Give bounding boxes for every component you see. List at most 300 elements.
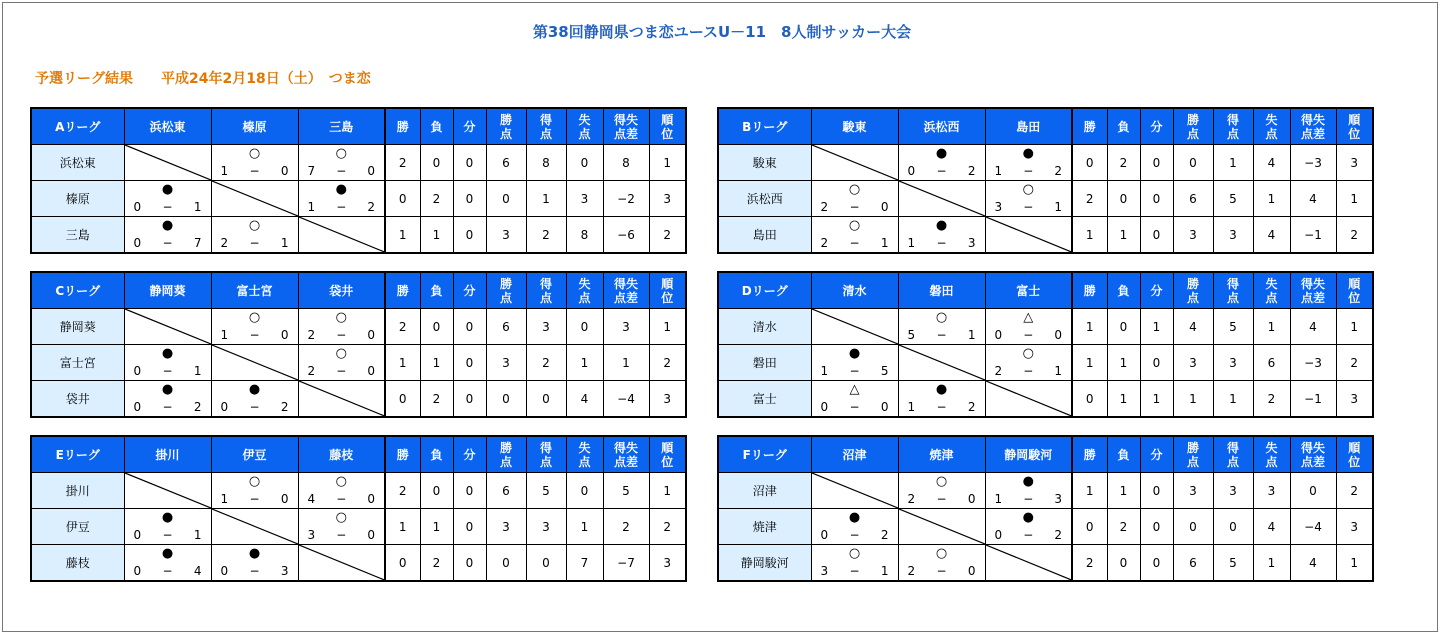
result-mark-icon: ● bbox=[161, 182, 174, 197]
match-score bbox=[986, 365, 1072, 378]
match-cell bbox=[211, 181, 298, 217]
match-score bbox=[212, 493, 298, 506]
stat-value: 2 bbox=[1072, 545, 1107, 582]
score-dash: − bbox=[849, 528, 860, 542]
match-result bbox=[812, 181, 898, 216]
stat-header bbox=[566, 108, 603, 145]
column-team-name: 駿東 bbox=[811, 108, 898, 145]
column-team-name: 静岡駿河 bbox=[985, 436, 1072, 473]
diagonal-line bbox=[212, 509, 298, 544]
stat-value: 5 bbox=[1213, 181, 1253, 217]
stat-value: −6 bbox=[603, 217, 649, 254]
stat-header-line1: 得 bbox=[539, 440, 552, 455]
diagonal-cell bbox=[899, 345, 985, 380]
diagonal-line bbox=[899, 509, 985, 544]
column-team-name: 掛川 bbox=[124, 436, 211, 473]
score-home: 3 bbox=[820, 564, 829, 578]
match-cell bbox=[124, 381, 211, 418]
score-away: 1 bbox=[880, 236, 889, 250]
match-cell bbox=[898, 181, 985, 217]
stat-header-line1: 勝 bbox=[1186, 112, 1199, 127]
stat-value: 0 bbox=[453, 473, 486, 509]
stat-header-line1: 負 bbox=[430, 447, 443, 462]
column-team-name: 清水 bbox=[811, 272, 898, 309]
score-home: 5 bbox=[907, 328, 916, 342]
score-home: 2 bbox=[820, 236, 829, 250]
team-row bbox=[31, 181, 686, 217]
stat-header bbox=[1173, 436, 1213, 473]
match-cell bbox=[811, 181, 898, 217]
stat-header-line1: 負 bbox=[430, 283, 443, 298]
stat-value: 1 bbox=[649, 145, 686, 181]
result-mark-icon: ● bbox=[335, 182, 347, 197]
stat-value: 1 bbox=[1336, 309, 1373, 345]
match-score bbox=[899, 237, 985, 250]
match-score bbox=[212, 237, 298, 250]
row-team-name: 沼津 bbox=[718, 473, 811, 509]
score-away: 2 bbox=[880, 528, 889, 542]
stat-value: 1 bbox=[420, 217, 453, 254]
score-away: 3 bbox=[1054, 492, 1062, 506]
stat-value: 8 bbox=[566, 217, 603, 254]
match-cell bbox=[298, 181, 385, 217]
stat-value: 6 bbox=[1173, 545, 1213, 582]
match-cell bbox=[985, 145, 1072, 181]
match-score bbox=[899, 565, 985, 578]
stat-header bbox=[649, 272, 686, 309]
stat-header-line2: 点差 bbox=[613, 290, 638, 305]
stat-value: 3 bbox=[1336, 509, 1373, 545]
score-away: 0 bbox=[880, 200, 889, 214]
stat-header bbox=[1213, 436, 1253, 473]
diagonal-line bbox=[212, 181, 298, 216]
stat-header bbox=[486, 272, 526, 309]
diagonal-line bbox=[899, 345, 985, 380]
stat-value: 1 bbox=[1253, 181, 1290, 217]
stat-value: 1 bbox=[1140, 309, 1173, 345]
score-home: 1 bbox=[307, 200, 316, 214]
stat-value: 1 bbox=[1072, 217, 1107, 254]
team-row bbox=[718, 345, 1373, 381]
diagonal-cell bbox=[899, 181, 985, 216]
column-team-name: 浜松西 bbox=[898, 108, 985, 145]
team-row bbox=[718, 145, 1373, 181]
stat-header bbox=[1140, 108, 1173, 145]
stat-value: 5 bbox=[526, 473, 566, 509]
stat-value: −4 bbox=[603, 381, 649, 418]
stat-header-line2: 点 bbox=[1186, 126, 1199, 141]
diagonal-cell bbox=[986, 381, 1072, 416]
stat-value: −2 bbox=[603, 181, 649, 217]
stat-value: 2 bbox=[420, 181, 453, 217]
row-team-name: 島田 bbox=[718, 217, 811, 254]
match-result bbox=[899, 545, 985, 580]
score-home: 0 bbox=[133, 200, 142, 214]
match-cell bbox=[211, 381, 298, 418]
score-dash: − bbox=[849, 364, 860, 378]
match-result bbox=[125, 181, 211, 216]
stat-header-line1: 得失 bbox=[613, 440, 638, 455]
score-dash: − bbox=[1023, 492, 1034, 506]
row-team-name: 浜松東 bbox=[31, 145, 124, 181]
diagonal-cell bbox=[299, 217, 385, 252]
score-home: 0 bbox=[133, 364, 142, 378]
stat-value: 0 bbox=[1072, 381, 1107, 418]
stat-header bbox=[1107, 436, 1140, 473]
score-dash: − bbox=[162, 564, 173, 578]
stat-value: 1 bbox=[1213, 381, 1253, 418]
match-cell bbox=[985, 217, 1072, 254]
stat-value: 0 bbox=[1140, 217, 1173, 254]
stat-header bbox=[1336, 272, 1373, 309]
stat-value: 0 bbox=[486, 545, 526, 582]
stat-value: 3 bbox=[1253, 473, 1290, 509]
match-result bbox=[212, 309, 298, 344]
stat-header-line1: 得失 bbox=[1300, 276, 1325, 291]
stat-value: 0 bbox=[486, 381, 526, 418]
stat-header-line2: 点 bbox=[578, 454, 591, 469]
match-cell bbox=[898, 309, 985, 345]
score-home: 0 bbox=[994, 528, 1003, 542]
match-cell bbox=[298, 145, 385, 181]
match-score bbox=[212, 329, 298, 342]
stat-header-line2: 点 bbox=[499, 290, 512, 305]
match-cell bbox=[898, 509, 985, 545]
header-row bbox=[718, 108, 1373, 145]
stat-header bbox=[453, 272, 486, 309]
stat-header bbox=[486, 108, 526, 145]
match-cell bbox=[298, 309, 385, 345]
stat-value: 3 bbox=[486, 509, 526, 545]
stat-value: 0 bbox=[1290, 473, 1336, 509]
score-home: 0 bbox=[820, 400, 829, 414]
stat-header-line1: 分 bbox=[1150, 447, 1163, 462]
stat-value: 2 bbox=[385, 309, 420, 345]
score-dash: − bbox=[249, 564, 260, 578]
stat-value: 1 bbox=[1336, 545, 1373, 582]
match-score bbox=[125, 365, 211, 378]
score-home: 0 bbox=[133, 528, 142, 542]
row-team-name: 静岡駿河 bbox=[718, 545, 811, 582]
team-row bbox=[31, 509, 686, 545]
header-row bbox=[718, 436, 1373, 473]
stat-header bbox=[603, 108, 649, 145]
stat-value: 0 bbox=[566, 309, 603, 345]
stat-value: 1 bbox=[1140, 381, 1173, 418]
stat-value: 3 bbox=[649, 381, 686, 418]
stat-header-line1: 順 bbox=[1348, 112, 1361, 127]
stat-header-line1: 得 bbox=[1226, 112, 1239, 127]
score-away: 1 bbox=[967, 328, 976, 342]
stat-value: 4 bbox=[1173, 309, 1213, 345]
stat-value: 1 bbox=[1213, 145, 1253, 181]
match-result bbox=[299, 181, 385, 216]
stat-header bbox=[1253, 272, 1290, 309]
score-home: 0 bbox=[994, 328, 1003, 342]
score-away: 0 bbox=[280, 328, 289, 342]
column-team-name: 藤枝 bbox=[298, 436, 385, 473]
match-cell bbox=[298, 473, 385, 509]
score-away: 1 bbox=[1054, 200, 1062, 214]
match-score bbox=[299, 165, 385, 178]
score-away: 3 bbox=[967, 236, 976, 250]
stat-header-line2: 点 bbox=[499, 126, 512, 141]
stat-header-line1: 負 bbox=[430, 119, 443, 134]
score-home: 2 bbox=[307, 328, 316, 342]
stat-value: 3 bbox=[1213, 473, 1253, 509]
match-result bbox=[299, 345, 385, 380]
diagonal-cell bbox=[986, 545, 1072, 580]
score-dash: − bbox=[336, 164, 347, 178]
score-away: 0 bbox=[367, 492, 375, 506]
score-home: 2 bbox=[220, 236, 229, 250]
header-row bbox=[31, 272, 686, 309]
league-table bbox=[30, 107, 687, 254]
score-dash: − bbox=[849, 400, 860, 414]
stat-header bbox=[1336, 436, 1373, 473]
stat-value: 3 bbox=[1173, 473, 1213, 509]
stat-value: 1 bbox=[1072, 473, 1107, 509]
stat-value: 0 bbox=[420, 145, 453, 181]
match-score bbox=[125, 565, 211, 578]
match-score bbox=[812, 401, 898, 414]
stat-header bbox=[420, 108, 453, 145]
stat-header bbox=[453, 108, 486, 145]
stat-header-line1: 得失 bbox=[613, 112, 638, 127]
score-home: 2 bbox=[907, 492, 916, 506]
stat-header bbox=[526, 272, 566, 309]
column-team-name: 島田 bbox=[985, 108, 1072, 145]
diagonal-cell bbox=[899, 509, 985, 544]
score-away: 2 bbox=[1054, 164, 1062, 178]
row-team-name: 駿東 bbox=[718, 145, 811, 181]
stat-value: 8 bbox=[603, 145, 649, 181]
header-row bbox=[31, 108, 686, 145]
stat-value: 4 bbox=[1290, 181, 1336, 217]
match-cell bbox=[124, 345, 211, 381]
match-result bbox=[986, 509, 1072, 544]
match-cell bbox=[298, 381, 385, 418]
stat-value: 1 bbox=[385, 509, 420, 545]
row-team-name: 焼津 bbox=[718, 509, 811, 545]
match-result bbox=[125, 381, 211, 416]
stat-header bbox=[1107, 272, 1140, 309]
score-dash: − bbox=[249, 400, 260, 414]
result-mark-icon: ● bbox=[935, 382, 948, 397]
result-mark-icon: ● bbox=[848, 346, 861, 361]
diagonal-line bbox=[212, 345, 298, 380]
score-dash: − bbox=[336, 200, 347, 214]
stat-header bbox=[526, 108, 566, 145]
column-team-name: 富士 bbox=[985, 272, 1072, 309]
score-dash: − bbox=[1023, 328, 1034, 342]
match-cell bbox=[211, 473, 298, 509]
stat-value: 0 bbox=[566, 145, 603, 181]
stat-value: −7 bbox=[603, 545, 649, 582]
stat-header-line2: 点 bbox=[539, 454, 552, 469]
column-team-name: 榛原 bbox=[211, 108, 298, 145]
score-away: 1 bbox=[1054, 364, 1062, 378]
match-cell bbox=[811, 217, 898, 254]
stat-header-line2: 位 bbox=[661, 126, 674, 141]
score-dash: − bbox=[936, 492, 947, 506]
stat-header bbox=[566, 436, 603, 473]
match-cell bbox=[124, 473, 211, 509]
match-result bbox=[299, 509, 385, 544]
match-cell bbox=[811, 545, 898, 582]
stat-header-line1: 得 bbox=[539, 276, 552, 291]
page-title: 第38回静岡県つま恋ユースU－11 8人制サッカー大会 bbox=[532, 23, 912, 41]
stat-value: 4 bbox=[1253, 145, 1290, 181]
stat-value: 1 bbox=[566, 345, 603, 381]
match-cell bbox=[985, 473, 1072, 509]
stat-value: 0 bbox=[486, 181, 526, 217]
result-mark-icon: ○ bbox=[848, 546, 861, 561]
diagonal-cell bbox=[125, 145, 211, 180]
stat-value: 3 bbox=[486, 345, 526, 381]
stat-header-line2: 点差 bbox=[1300, 454, 1325, 469]
match-cell bbox=[898, 381, 985, 418]
stat-header-line1: 順 bbox=[661, 276, 674, 291]
diagonal-line bbox=[125, 309, 211, 344]
match-cell bbox=[811, 473, 898, 509]
score-dash: − bbox=[1023, 528, 1034, 542]
stat-value: 0 bbox=[453, 345, 486, 381]
diagonal-cell bbox=[812, 145, 898, 180]
stat-value: 5 bbox=[1213, 309, 1253, 345]
stat-value: 3 bbox=[1213, 345, 1253, 381]
match-score bbox=[899, 329, 985, 342]
stat-value: 3 bbox=[603, 309, 649, 345]
score-dash: − bbox=[849, 200, 860, 214]
stat-value: 0 bbox=[1173, 145, 1213, 181]
league-name: Cリーグ bbox=[31, 272, 124, 309]
stat-header-line1: 分 bbox=[1150, 119, 1163, 134]
stat-value: 1 bbox=[385, 217, 420, 254]
stat-value: 0 bbox=[385, 381, 420, 418]
match-cell bbox=[985, 345, 1072, 381]
match-score bbox=[212, 165, 298, 178]
score-home: 1 bbox=[994, 492, 1003, 506]
stat-value: 5 bbox=[603, 473, 649, 509]
stat-value: 2 bbox=[420, 381, 453, 418]
stat-value: 6 bbox=[486, 309, 526, 345]
stat-value: 5 bbox=[1213, 545, 1253, 582]
stat-value: 0 bbox=[453, 145, 486, 181]
match-cell bbox=[124, 309, 211, 345]
match-result bbox=[212, 381, 298, 416]
stat-value: 3 bbox=[526, 309, 566, 345]
score-dash: − bbox=[849, 236, 860, 250]
result-mark-icon: △ bbox=[849, 382, 860, 397]
stat-header-line1: 得 bbox=[539, 112, 552, 127]
stat-header-line1: 順 bbox=[661, 112, 674, 127]
stat-value: 0 bbox=[453, 217, 486, 254]
diagonal-line bbox=[899, 181, 985, 216]
league-name: Eリーグ bbox=[31, 436, 124, 473]
stat-value: 1 bbox=[1072, 309, 1107, 345]
score-home: 3 bbox=[994, 200, 1003, 214]
stat-header-line1: 勝 bbox=[499, 112, 512, 127]
score-dash: − bbox=[936, 564, 947, 578]
stat-header bbox=[1107, 108, 1140, 145]
stat-value: 3 bbox=[1173, 217, 1213, 254]
row-team-name: 伊豆 bbox=[31, 509, 124, 545]
score-away: 1 bbox=[193, 200, 202, 214]
stat-header-line2: 点 bbox=[539, 290, 552, 305]
row-team-name: 榛原 bbox=[31, 181, 124, 217]
result-mark-icon: ○ bbox=[1022, 182, 1034, 197]
score-away: 0 bbox=[967, 564, 976, 578]
result-mark-icon: ○ bbox=[335, 510, 347, 525]
score-dash: − bbox=[336, 328, 347, 342]
stat-header-line1: 失 bbox=[1265, 440, 1278, 455]
stat-value: 8 bbox=[526, 145, 566, 181]
score-away: 0 bbox=[967, 492, 976, 506]
score-away: 0 bbox=[280, 492, 289, 506]
score-home: 0 bbox=[220, 400, 229, 414]
stat-header bbox=[649, 108, 686, 145]
stat-header-line1: 勝 bbox=[1083, 119, 1096, 134]
score-dash: − bbox=[162, 236, 173, 250]
score-away: 0 bbox=[280, 164, 289, 178]
stat-value: −4 bbox=[1290, 509, 1336, 545]
score-home: 0 bbox=[907, 164, 916, 178]
stat-header-line1: 失 bbox=[1265, 276, 1278, 291]
stat-header-line2: 位 bbox=[1348, 290, 1361, 305]
score-away: 5 bbox=[880, 364, 889, 378]
stat-value: 1 bbox=[649, 309, 686, 345]
stat-value: 2 bbox=[649, 345, 686, 381]
score-home: 1 bbox=[994, 164, 1003, 178]
diagonal-line bbox=[812, 309, 898, 344]
row-team-name: 浜松西 bbox=[718, 181, 811, 217]
stat-header-line1: 失 bbox=[578, 112, 591, 127]
match-cell bbox=[124, 217, 211, 254]
match-cell bbox=[211, 509, 298, 545]
match-score bbox=[812, 529, 898, 542]
match-result bbox=[812, 381, 898, 416]
match-result bbox=[125, 509, 211, 544]
stat-header bbox=[385, 108, 420, 145]
team-row bbox=[31, 217, 686, 254]
header-row bbox=[718, 272, 1373, 309]
score-home: 1 bbox=[820, 364, 829, 378]
score-dash: − bbox=[1023, 164, 1034, 178]
header-row bbox=[31, 436, 686, 473]
team-row bbox=[31, 545, 686, 582]
stat-header-line1: 順 bbox=[661, 440, 674, 455]
stat-header bbox=[1173, 108, 1213, 145]
stat-header bbox=[1253, 436, 1290, 473]
diagonal-cell bbox=[125, 473, 211, 508]
diagonal-cell bbox=[299, 545, 385, 580]
match-score bbox=[986, 493, 1072, 506]
stat-value: 1 bbox=[1336, 181, 1373, 217]
score-away: 2 bbox=[280, 400, 289, 414]
result-mark-icon: ○ bbox=[248, 474, 261, 489]
match-result bbox=[899, 381, 985, 416]
team-row bbox=[31, 381, 686, 418]
score-home: 0 bbox=[133, 236, 142, 250]
stat-header-line1: 分 bbox=[463, 283, 476, 298]
score-dash: − bbox=[162, 400, 173, 414]
match-result bbox=[899, 309, 985, 344]
match-result bbox=[899, 217, 985, 252]
stat-value: 6 bbox=[1253, 345, 1290, 381]
score-away: 1 bbox=[280, 236, 289, 250]
result-mark-icon: ● bbox=[161, 218, 174, 233]
